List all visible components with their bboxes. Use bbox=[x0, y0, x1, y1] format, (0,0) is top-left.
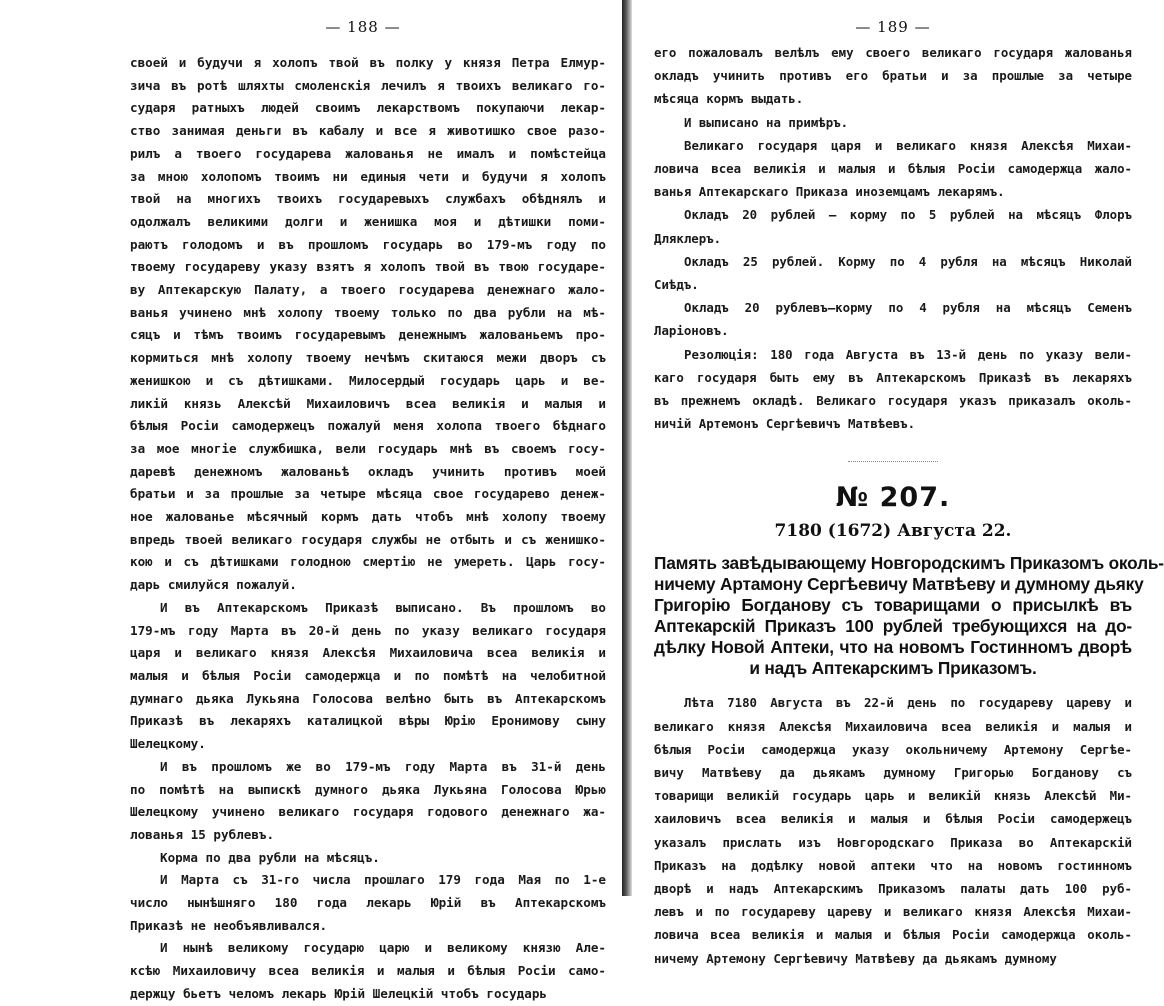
text-line: Приказѣ въ лекаряхъ каталицкой вѣры Юрію Еронимову сыну bbox=[130, 713, 606, 729]
text-line: Сиѣдъ. bbox=[654, 277, 699, 293]
text-line: Великаго государя царя и великаго князя Алексѣя Михаи- bbox=[684, 137, 1132, 153]
text-line: Григорію Богданову съ товарищами о присылкѣ въ bbox=[654, 595, 1132, 616]
text-line: бѣлыя Росіи самодержецъ пожалуй меня холопа твоего бѣднаго bbox=[130, 418, 606, 434]
text-line: ное жалованье мѣсячный кормъ дать чтобъ мнѣ холопу твоему bbox=[130, 509, 606, 525]
text-line: ванья учинено мнѣ холопу твоему только по два рубли на мѣ- bbox=[130, 304, 606, 320]
text-line: каго государя быть ему въ Аптекарскомъ Приказѣ въ лекаряхъ bbox=[654, 369, 1132, 385]
text-line: въ прежнемъ окладѣ. Великаго государя указъ приказалъ околь- bbox=[654, 393, 1132, 409]
text-line: кормиться мнѣ холопу твоему нечѣмъ скитаюся межи дворъ съ bbox=[130, 350, 606, 366]
text-line: даревѣ денежномъ жалованьѣ окладъ учинить противъ моей bbox=[130, 463, 606, 479]
text-line: по помѣтѣ на выпискѣ думного дьяка Лукьяна Голосова Юрью bbox=[130, 781, 606, 797]
text-line: хаиловичъ всеа великія и малыя и бѣлыя Росіи самодержецъ bbox=[654, 811, 1132, 827]
text-line: Шелецкому учинено великаго государя годового денежнаго жа- bbox=[130, 804, 606, 820]
text-line: И выписано на примѣръ. bbox=[684, 114, 849, 130]
document-heading bbox=[654, 553, 1164, 679]
text-line: раютъ голодомъ и въ прошломъ государь во 179-мъ году по bbox=[130, 236, 606, 252]
text-line: Окладъ 20 рублей — корму по 5 рублей на мѣсяцъ Флоръ bbox=[684, 207, 1132, 223]
text-line: ванья Аптекарскаго Приказа иноземцамъ лекарямъ. bbox=[654, 184, 1005, 200]
text-line: окладъ учинить противъ его братьи и за прошлые за четыре bbox=[654, 68, 1132, 84]
text-line: лованья 15 рублевъ. bbox=[130, 826, 275, 842]
text-line: впредь твоей великаго государя службы не отбыть и съ женишко- bbox=[130, 531, 606, 547]
page-number-left: — 188 — bbox=[325, 18, 401, 36]
text-line: И въ прошломъ же во 179-мъ году Марта въ 31-й день bbox=[160, 758, 606, 774]
text-line: зича въ ротѣ шляхты смоленскія лечилъ я твоихъ великаго го- bbox=[130, 77, 606, 93]
text-line: ство занимая деньги въ кабалу и все я животишко свое разо- bbox=[130, 123, 606, 139]
text-line: твоему государеву указу взятъ я холопъ твой въ твою государе- bbox=[130, 259, 606, 275]
text-line: царя и великаго князя Алексѣя Михаиловича всеа великія и bbox=[130, 645, 606, 661]
text-line: левъ и по государеву цареву и великаго князя Алексѣя Михаи- bbox=[654, 904, 1132, 920]
text-line: ловича всеа великія и малыя и бѣлыя Росіи самодержца околь- bbox=[654, 927, 1132, 943]
text-line: дворѣ и надъ Аптекарскимъ Приказомъ палаты дать 100 руб- bbox=[654, 881, 1132, 897]
text-line: ничему Артамону Сергѣевичу Матвѣеву и думному дьяку bbox=[654, 574, 1144, 595]
text-line: сяцъ и тѣмъ твоимъ государевымъ денежнымъ жалованьемъ про- bbox=[130, 327, 606, 343]
document-number: № 207. bbox=[835, 482, 951, 514]
text-line: ловича всеа великія и малыя и бѣлыя Росіи самодержца жало- bbox=[654, 161, 1132, 177]
page-number-right: — 189 — bbox=[855, 18, 931, 36]
text-line: его пожаловалъ велѣлъ ему своего великаго государя жалованья bbox=[654, 45, 1132, 60]
text-line: бѣлыя Росіи самодержца указу окольничему Артемону Сергѣе- bbox=[654, 741, 1132, 757]
text-line: кою и съ дѣтишками голодною смертію не умереть. Царь госу- bbox=[130, 554, 606, 570]
text-line: Дляклеръ. bbox=[654, 230, 722, 246]
text-line: И нынѣ великому государю царю и великому князю Але- bbox=[160, 940, 606, 956]
text-line: И Марта съ 31-го числа прошлаго 179 года Мая по 1-е bbox=[160, 872, 606, 888]
text-line: товарищи великій государь царь и великій князь Алексѣй Ми- bbox=[654, 788, 1132, 804]
text-line: одолжалъ великими долги и женишка моя и дѣтишки поми- bbox=[130, 213, 606, 229]
text-line: великаго князя Алексѣя Михаиловича всеа великія и малыя и bbox=[654, 718, 1132, 734]
text-line: Приказѣ не необъявливался. bbox=[130, 917, 328, 933]
text-line: сударя ратныхъ людей своимъ лекарствомъ покупаючи лекар- bbox=[130, 100, 606, 116]
text-line: твой на многихъ твоихъ государевыхъ службахъ обѣднялъ и bbox=[130, 191, 606, 207]
text-line: Лѣта 7180 Августа въ 22-й день по государеву цареву и bbox=[684, 695, 1132, 711]
left-page-text bbox=[130, 52, 606, 1006]
text-line: Шелецкому. bbox=[130, 736, 206, 752]
text-line: за мое многіе службишка, вели государь мнѣ въ своемъ госу- bbox=[130, 440, 606, 456]
text-line: своей и будучи я холопъ твой въ полку у князя Петра Елмур- bbox=[130, 55, 606, 70]
text-line: рилъ а твоего государева жалованья не ималъ и помѣстейца bbox=[130, 145, 606, 161]
text-line: держцу бьетъ челомъ лекарь Юрій Шелецкій чтобъ государь bbox=[130, 985, 548, 1001]
text-line: малыя и бѣлыя Росіи самодержца и по помѣтѣ на челобитной bbox=[130, 667, 606, 683]
right-page bbox=[632, 0, 1164, 966]
text-line: Окладъ 20 рублевъ—корму по 4 рубля на мѣсяцъ Семенъ bbox=[684, 300, 1132, 316]
text-line: мѣсяца кормъ выдать. bbox=[654, 91, 804, 107]
text-line: Память завѣдывающему Новгородскимъ Приказомъ околь- bbox=[654, 553, 1164, 574]
text-line: указалъ прислать изъ Новгородскаго Приказа во Аптекарскій bbox=[654, 834, 1132, 850]
text-line: и надъ Аптекарскимъ Приказомъ. bbox=[749, 658, 1037, 679]
text-line: дѣлку Новой Аптеки, что на новомъ Гостинномъ дворѣ bbox=[654, 637, 1132, 658]
text-line: Аптекарскій Приказъ 100 рублей требующихся на до- bbox=[654, 616, 1132, 637]
text-line: дарь смилуйся пожалуй. bbox=[130, 577, 297, 593]
text-line: Корма по два рубли на мѣсяцъ. bbox=[160, 849, 380, 865]
text-line: женишкою и съ дѣтишками. Милосердый государь царь и ве- bbox=[130, 372, 606, 388]
text-line: Приказъ на додѣлку новой аптеки что на новомъ гостинномъ bbox=[654, 857, 1132, 873]
text-line: ксѣю Михаиловичу всеа великія и малыя и бѣлыя Росіи само- bbox=[130, 963, 606, 979]
text-line: Окладъ 25 рублей. Корму по 4 рубля на мѣсяцъ Николай bbox=[684, 253, 1132, 269]
text-line: Ларіоновъ. bbox=[654, 323, 729, 339]
document-body bbox=[654, 691, 1132, 969]
text-line: ву Аптекарскую Палату, а твоего государева денежнаго жало- bbox=[130, 282, 606, 298]
text-line: братьи и за прошлые за четыре мѣсяца свое государево денеж- bbox=[130, 486, 606, 502]
document-date: 7180 (1672) Августа 22. bbox=[774, 521, 1012, 542]
text-line: вичу Матвѣеву да дьякамъ думному Григорью Богданову съ bbox=[654, 765, 1132, 781]
right-page-continued-text bbox=[654, 41, 1132, 435]
text-line: ничій Артемонъ Сергѣевичъ Матвѣевъ. bbox=[654, 416, 916, 432]
book-gutter bbox=[622, 0, 632, 896]
text-line: ничему Артемону Сергѣевичу Матвѣеву да дьякамъ думному bbox=[654, 950, 1057, 966]
text-line: И въ Аптекарскомъ Приказѣ выписано. Въ прошломъ во bbox=[160, 599, 606, 615]
text-line: за мною холопомъ твоимъ ни единыя чети и будучи я холопъ bbox=[130, 168, 606, 184]
text-line: 179-мъ году Марта въ 20-й день по указу великаго государя bbox=[130, 622, 606, 638]
text-line: число нынѣшняго 180 года лекарь Юрій въ Аптекарскомъ bbox=[130, 895, 606, 911]
text-line: ликій князь Алексѣй Михаиловичъ всеа великія и малыя и bbox=[130, 395, 606, 411]
text-line: думнаго дьяка Лукьяна Голосова велѣно быть въ Аптекарскомъ bbox=[130, 690, 606, 706]
section-divider bbox=[848, 461, 938, 462]
text-line: Резолюція: 180 года Августа въ 13-й день по указу вели- bbox=[684, 346, 1132, 362]
